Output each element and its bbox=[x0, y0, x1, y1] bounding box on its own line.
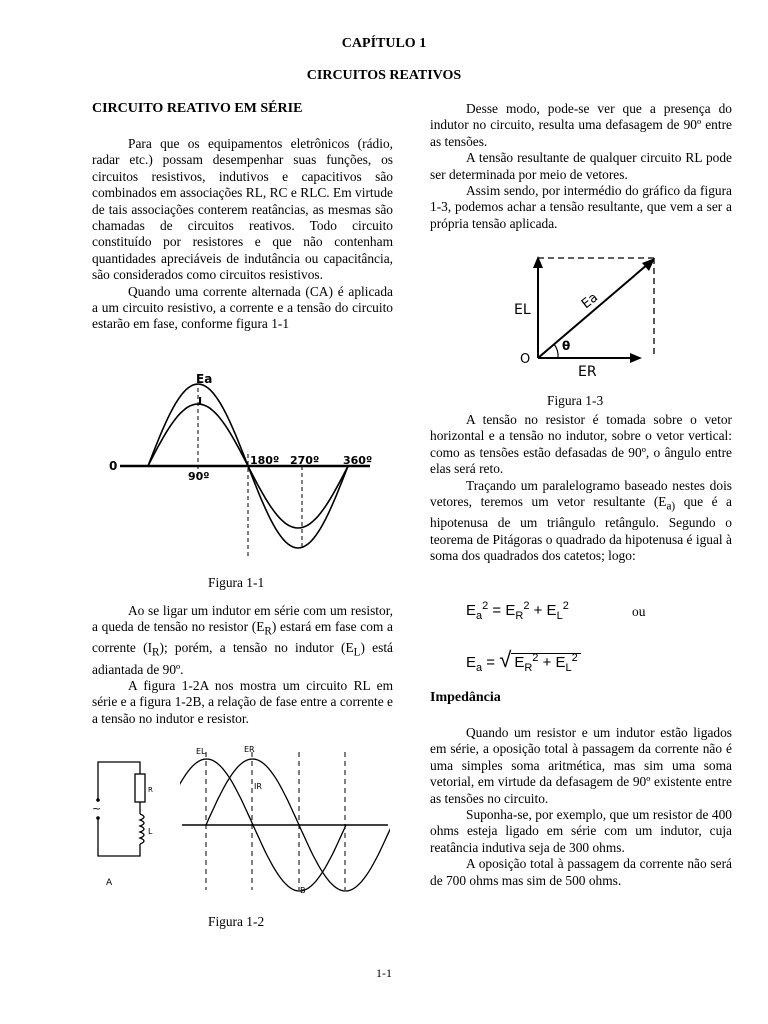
right-text-bottom bbox=[430, 725, 732, 889]
page-number: 1-1 bbox=[376, 966, 392, 980]
label-90: 90º bbox=[188, 470, 210, 483]
label-360: 360º bbox=[343, 454, 373, 467]
figure-1-2a-circuit bbox=[86, 752, 166, 892]
figure-1-1-caption: Figura 1-1 bbox=[208, 575, 265, 590]
label-b: B bbox=[300, 886, 306, 895]
label-r: R bbox=[148, 786, 153, 794]
figure-1-3-caption: Figura 1-3 bbox=[547, 393, 604, 408]
label-origin: O bbox=[520, 352, 531, 367]
paragraph: A oposição total à passagem da corrente não será de 700 ohms mas sim de 500 ohms. bbox=[430, 856, 732, 888]
paragraph: Ao se ligar um indutor em série com um resistor, a queda de tensão no resistor $(E_R)$ estará em fase com a corrente $(I_R)$; porém, a tensão no indutor $(E_L)$ está adiantada de 90º. bbox=[92, 603, 393, 677]
right-text-middle bbox=[430, 412, 732, 564]
label-er: ER bbox=[244, 745, 255, 754]
figure-1-2-caption: Figura 1-2 bbox=[208, 914, 265, 929]
paragraph: Para que os equipamentos eletrônicos (rádio, radar etc.) possam desempenhar suas funções, os circuitos resistivos, indutivos e capacitivos são combinados em associações RL, RC e RLC. Em virtude de tais associações conterem reatâncias, as mesmas são chamadas de circuitos reativos. Todo circuito constituído por resistores e que não contenham quantidades apreciáveis de indutância ou capacitância, são considerados como circuitos resistivos. bbox=[92, 136, 393, 283]
label-180: 180º bbox=[250, 454, 280, 467]
equation-root: $E_a$ = √ $E_R^2 + E_L^2$ bbox=[466, 647, 581, 674]
arrowhead-icon bbox=[630, 353, 642, 363]
label-ea: Ea bbox=[196, 372, 213, 386]
paragraph: Desse modo, pode-se ver que a presença do indutor no circuito, resulta uma defasagem de 90º entre as tensões. bbox=[430, 101, 732, 149]
paragraph: A figura 1-2A nos mostra um circuito RL em série e a figura 1-2B, a relação de fase entre a corrente e a tensão no indutor e resistor. bbox=[92, 677, 393, 726]
figure-1-1-sine-graph bbox=[100, 368, 390, 568]
paragraph: Suponha-se, por exemplo, que um resistor de 400 ohms esteja ligado em série com um indutor, cuja reatância indutiva seja de 300 ohms. bbox=[430, 807, 732, 855]
paragraph: Quando um resistor e um indutor estão ligados em série, a oposição total à passagem da corrente não é uma simples soma aritmética, mas sim uma soma vetorial, em virtude da defasagem de 90º existente entre as tensões no circuito. bbox=[430, 725, 732, 806]
paragraph: Assim sendo, por intermédio do gráfico da figura 1-3, podemos achar a tensão resultante, que vem a ser a própria tensão aplicada. bbox=[430, 183, 732, 231]
label-el: EL bbox=[514, 302, 531, 318]
figure-1-3-vector-diagram bbox=[508, 250, 668, 385]
section-title: CIRCUITO REATIVO EM SÉRIE bbox=[92, 101, 303, 116]
impedance-heading: Impedância bbox=[430, 690, 501, 705]
angle-arc bbox=[554, 344, 558, 358]
label-ea: Ea bbox=[578, 290, 601, 312]
label-er: ER bbox=[578, 364, 597, 380]
equation-or: ou bbox=[632, 604, 646, 619]
label-a: A bbox=[106, 878, 113, 888]
resistor-symbol bbox=[135, 774, 145, 802]
paragraph: Quando uma corrente alternada (CA) é aplicada a um circuito resistivo, a corrente e a tensão do circuito estarão em fase, conforme figura 1-1 bbox=[92, 283, 393, 332]
chapter-title: CIRCUITOS REATIVOS bbox=[306, 68, 462, 83]
label-i: I bbox=[198, 395, 203, 408]
figure-1-2b-phase-graph bbox=[180, 740, 390, 900]
label-l: L bbox=[148, 827, 153, 836]
left-text-bottom bbox=[92, 603, 393, 727]
ac-source-icon: ~ bbox=[92, 802, 102, 815]
label-270: 270º bbox=[290, 454, 320, 467]
label-theta: θ bbox=[562, 339, 571, 353]
arrowhead-icon bbox=[642, 258, 655, 271]
paragraph: Traçando um paralelogramo baseado nestes dois vetores, teremos um vetor resultante ($E_{a)}$ que é a hipotenusa de um triângulo retângulo. Segundo o teorema de Pitágoras o quadrado da hipotenusa é igual à soma dos quadrados dos catetos; logo: bbox=[430, 477, 733, 563]
label-ir: IR bbox=[254, 782, 262, 791]
paragraph: A tensão no resistor é tomada sobre o vetor horizontal e a tensão no indutor, sobre o vetor vertical: como as tensões estão defasadas de 90º, o ângulo entre elas será reto. bbox=[430, 412, 732, 477]
label-el: EL bbox=[196, 747, 206, 756]
right-text-top bbox=[430, 101, 732, 232]
chapter-heading: CAPÍTULO 1 bbox=[341, 36, 427, 51]
equation-pythagoras: $E_a^2 = E_R^2 + E_L^2$ bbox=[466, 600, 569, 622]
inductor-coil-symbol bbox=[140, 814, 144, 844]
paragraph: A tensão resultante de qualquer circuito RL pode ser determinada por meio de vetores. bbox=[430, 150, 732, 182]
label-origin: 0 bbox=[109, 459, 118, 473]
left-text-top bbox=[92, 136, 393, 333]
